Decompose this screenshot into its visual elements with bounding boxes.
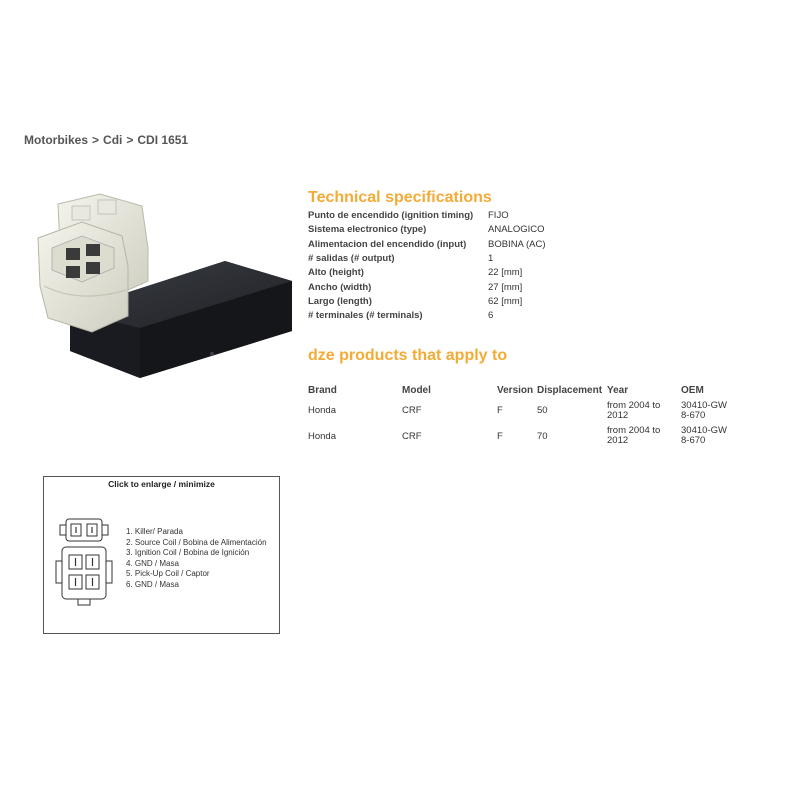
table-row-year: from 2004 to 2012 xyxy=(607,400,661,421)
spec-label: Largo (length) xyxy=(308,295,372,307)
breadcrumb-motorbikes[interactable]: Motorbikes xyxy=(24,133,89,147)
spec-value: 22 [mm] xyxy=(488,267,523,279)
pin-item: 5. Pick-Up Coil / Captor xyxy=(126,569,210,579)
spec-value: 27 [mm] xyxy=(488,281,523,293)
table-row-oem: 30410-GW8-670 xyxy=(681,400,727,421)
breadcrumb-separator: > xyxy=(92,133,100,147)
spec-value: 62 [mm] xyxy=(488,295,523,307)
spec-value: 6 xyxy=(488,310,494,322)
table-row-displacement: 70 xyxy=(537,431,548,442)
header-oem: OEM xyxy=(681,385,704,396)
pin-item: 2. Source Coil / Bobina de Alimentación xyxy=(126,537,267,547)
pin-item: 6. GND / Masa xyxy=(126,579,179,589)
table-row-model: CRF xyxy=(402,431,422,442)
header-year: Year xyxy=(607,385,629,396)
header-displacement: Displacement xyxy=(537,385,603,396)
table-row-year: from 2004 to 2012 xyxy=(607,425,661,446)
spec-value: FIJO xyxy=(488,210,509,221)
breadcrumb-cdi[interactable]: Cdi xyxy=(103,133,123,147)
diagram-caption[interactable]: Click to enlarge / minimize xyxy=(108,479,215,489)
applications-title: dze products that apply to xyxy=(308,347,508,364)
spec-label: Ancho (width) xyxy=(308,281,372,293)
pin-item: 1. Killer/ Parada xyxy=(126,527,183,536)
breadcrumb-separator: > xyxy=(126,133,134,147)
spec-value: ANALOGICO xyxy=(488,224,545,236)
product-image[interactable] xyxy=(30,186,300,386)
breadcrumb xyxy=(24,133,188,147)
table-row-displacement: 50 xyxy=(537,405,548,416)
header-brand: Brand xyxy=(308,385,337,396)
spec-label: # salidas (# output) xyxy=(308,252,395,264)
spec-value: BOBINA (AC) xyxy=(488,238,546,250)
connector-pinout-icon xyxy=(54,517,120,609)
spec-label: Punto de encendido (ignition timing) xyxy=(308,210,474,221)
table-row-version: F xyxy=(497,405,503,416)
header-model: Model xyxy=(402,385,431,396)
wiring-diagram[interactable] xyxy=(43,476,280,634)
spec-label: Alto (height) xyxy=(308,267,364,279)
table-row-brand: Honda xyxy=(308,431,336,442)
table-row-version: F xyxy=(497,431,503,442)
pin-item: 3. Ignition Coil / Bobina de Ignición xyxy=(126,548,250,558)
pin-item: 4. GND / Masa xyxy=(126,558,179,568)
spec-label: Sistema electronico (type) xyxy=(308,224,427,236)
table-row-oem: 30410-GW8-670 xyxy=(681,425,727,446)
spec-value: 1 xyxy=(488,252,494,264)
pin-list xyxy=(126,527,267,591)
spec-label: # terminales (# terminals) xyxy=(308,310,423,322)
table-row-model: CRF xyxy=(402,405,422,416)
header-version: Version xyxy=(497,385,534,396)
table-row-brand: Honda xyxy=(308,405,336,416)
specs-title: Technical specifications xyxy=(308,189,492,206)
spec-label: Alimentacion del encendido (input) xyxy=(308,238,467,250)
breadcrumb-current: CDI 1651 xyxy=(137,133,189,147)
